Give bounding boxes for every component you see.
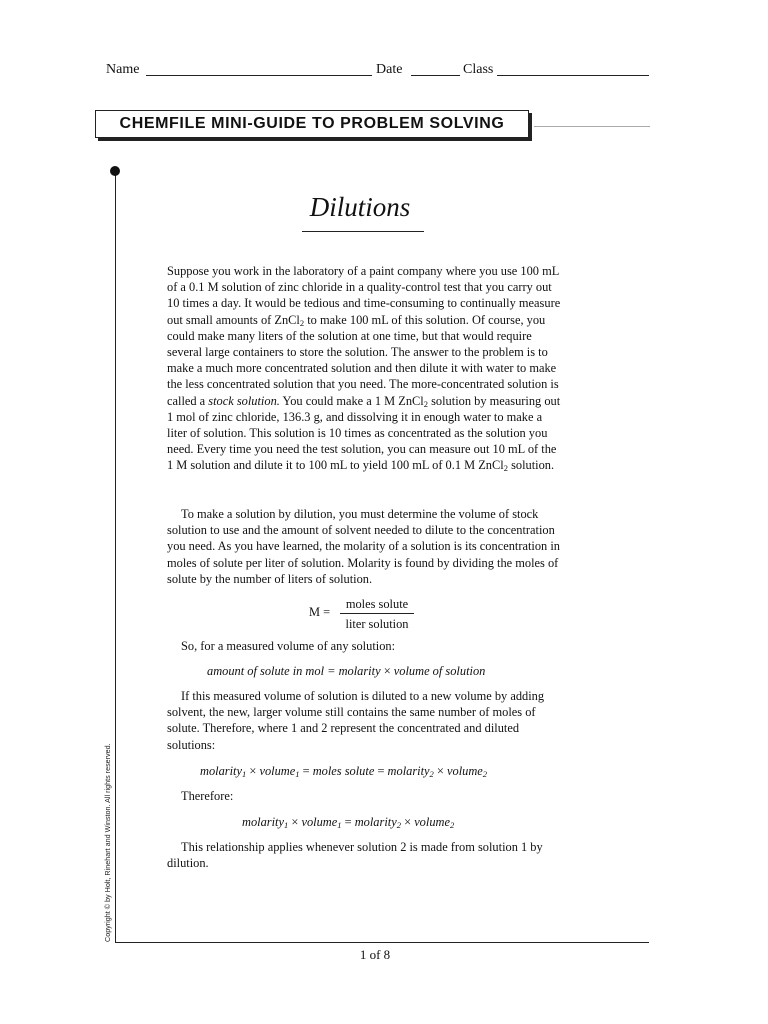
subscript: 1 [295,769,300,779]
times-symbol: × [383,664,391,678]
so-text: So, for a measured volume of any solution: [181,639,396,653]
class-label: Class [463,62,494,77]
equals-symbol: = [344,815,352,829]
eq1-right: volume of solution [393,664,486,678]
margin-bullet [110,166,120,176]
intro-text-5: solution. [507,458,555,473]
paragraph-therefore [167,788,562,804]
paragraph-intro [167,263,562,474]
paragraph-relationship [167,839,562,871]
eq3-volume1: volume [301,815,338,829]
eq2-molarity2: molarity [387,764,430,778]
date-field-line[interactable] [411,75,460,76]
class-field-line[interactable] [497,75,649,76]
equation-amount-solute [207,663,485,679]
subscript: 2 [482,769,488,779]
intro-text-3: You could make a 1 M ZnCl [279,393,424,408]
relationship-text: This relationship applies whenever solution 2 is made from solution 1 by dilution. [167,840,543,871]
equation-moles-conservation [200,763,487,779]
eq1-left: amount of solute in mol = molarity [207,664,381,678]
eq2-volume1: volume [259,764,296,778]
subscript: 2 [429,769,434,779]
subscript: 2 [423,398,428,409]
eq2-molarity1: molarity [200,764,242,778]
equals-symbol: = [377,764,385,778]
paragraph-so [167,638,562,654]
intro-text-1: Suppose you work in the laboratory of a paint company where you use 100 mL of a 0.1 M solution of zinc chloride in a quality-control test that you carry out 10 times a day. It would be tedious and time-consuming to continually measure out small amounts of ZnCl [167,264,561,327]
subscript: 2 [299,317,305,328]
dilution-text: To make a solution by dilution, you must determine the volume of stock solution to use and the amount of solvent needed to dilute to the concentration you need. As you have learned, the molarity of a solution is its concentration in moles of solute per liter of solution. Molarity is found by dividing the moles of solute by the number of liters of solution. [167,507,560,586]
eq2-moles-solute: moles solute [312,764,375,778]
fraction-numerator: moles solute [340,596,414,614]
diluted-text: If this measured volume of solution is diluted to a new volume by adding solvent, the new, larger volume still contains the same number of moles of solute. Therefore, where 1 and 2 represent the concentrated and diluted solutions: [167,689,545,752]
therefore-text: Therefore: [181,789,234,803]
eq3-molarity2: molarity [354,815,397,829]
name-field-line[interactable] [146,75,372,76]
stock-solution-term: stock solution. [208,393,280,408]
paragraph-dilution [167,506,562,587]
molarity-symbol: M = [309,605,331,619]
eq2-volume2: volume [447,764,483,778]
subscript: 1 [284,820,289,830]
subscript: 1 [337,820,342,830]
bottom-rule [115,942,649,943]
equals-symbol: = [302,764,310,778]
subscript: 2 [396,820,401,830]
guide-banner [95,110,529,138]
subscript: 1 [242,769,247,779]
copyright-notice: Copyright © by Holt, Rinehart and Winston. All rights reserved. [103,743,112,942]
times-symbol: × [436,764,444,778]
molarity-fraction [340,596,414,632]
fraction-denominator: liter solution [345,617,409,631]
title-underline [302,231,424,232]
intro-text-2: to make 100 mL of this solution. Of course, you could make many liters of the solution at one time, but that would require several large containers to store the solution. The answer to the problem is to make a much more concentrated solution and then dilute it with water to make the less concentrated solution that you need. The more-concentrated solution is called a [167,312,559,408]
page-title: Dilutions [309,192,411,222]
subscript: 2 [503,463,508,474]
eq3-volume2: volume [414,815,450,829]
guide-banner-title: CHEMFILE MINI-GUIDE TO PROBLEM SOLVING [119,115,505,132]
date-label: Date [376,62,403,77]
name-label: Name [106,62,140,77]
banner-rule [534,126,650,127]
margin-rule [115,170,116,943]
equation-dilution [242,814,454,830]
eq3-molarity1: molarity [242,815,284,829]
times-symbol: × [291,815,299,829]
times-symbol: × [249,764,257,778]
paragraph-diluted [167,688,562,753]
page-number: 1 of 8 [359,947,391,962]
times-symbol: × [404,815,412,829]
subscript: 2 [449,820,455,830]
intro-text-4: solution by measuring out 1 mol of zinc chloride, 136.3 g, and dissolving it in enough water to make a liter of solution. This solution is 10 times as concentrated as the solution you need. Every time you need the test solution, you can measure out 10 mL of the 1 M solution and dilute it to 100 mL to yield 100 mL of 0.1 M ZnCl [167,393,561,473]
